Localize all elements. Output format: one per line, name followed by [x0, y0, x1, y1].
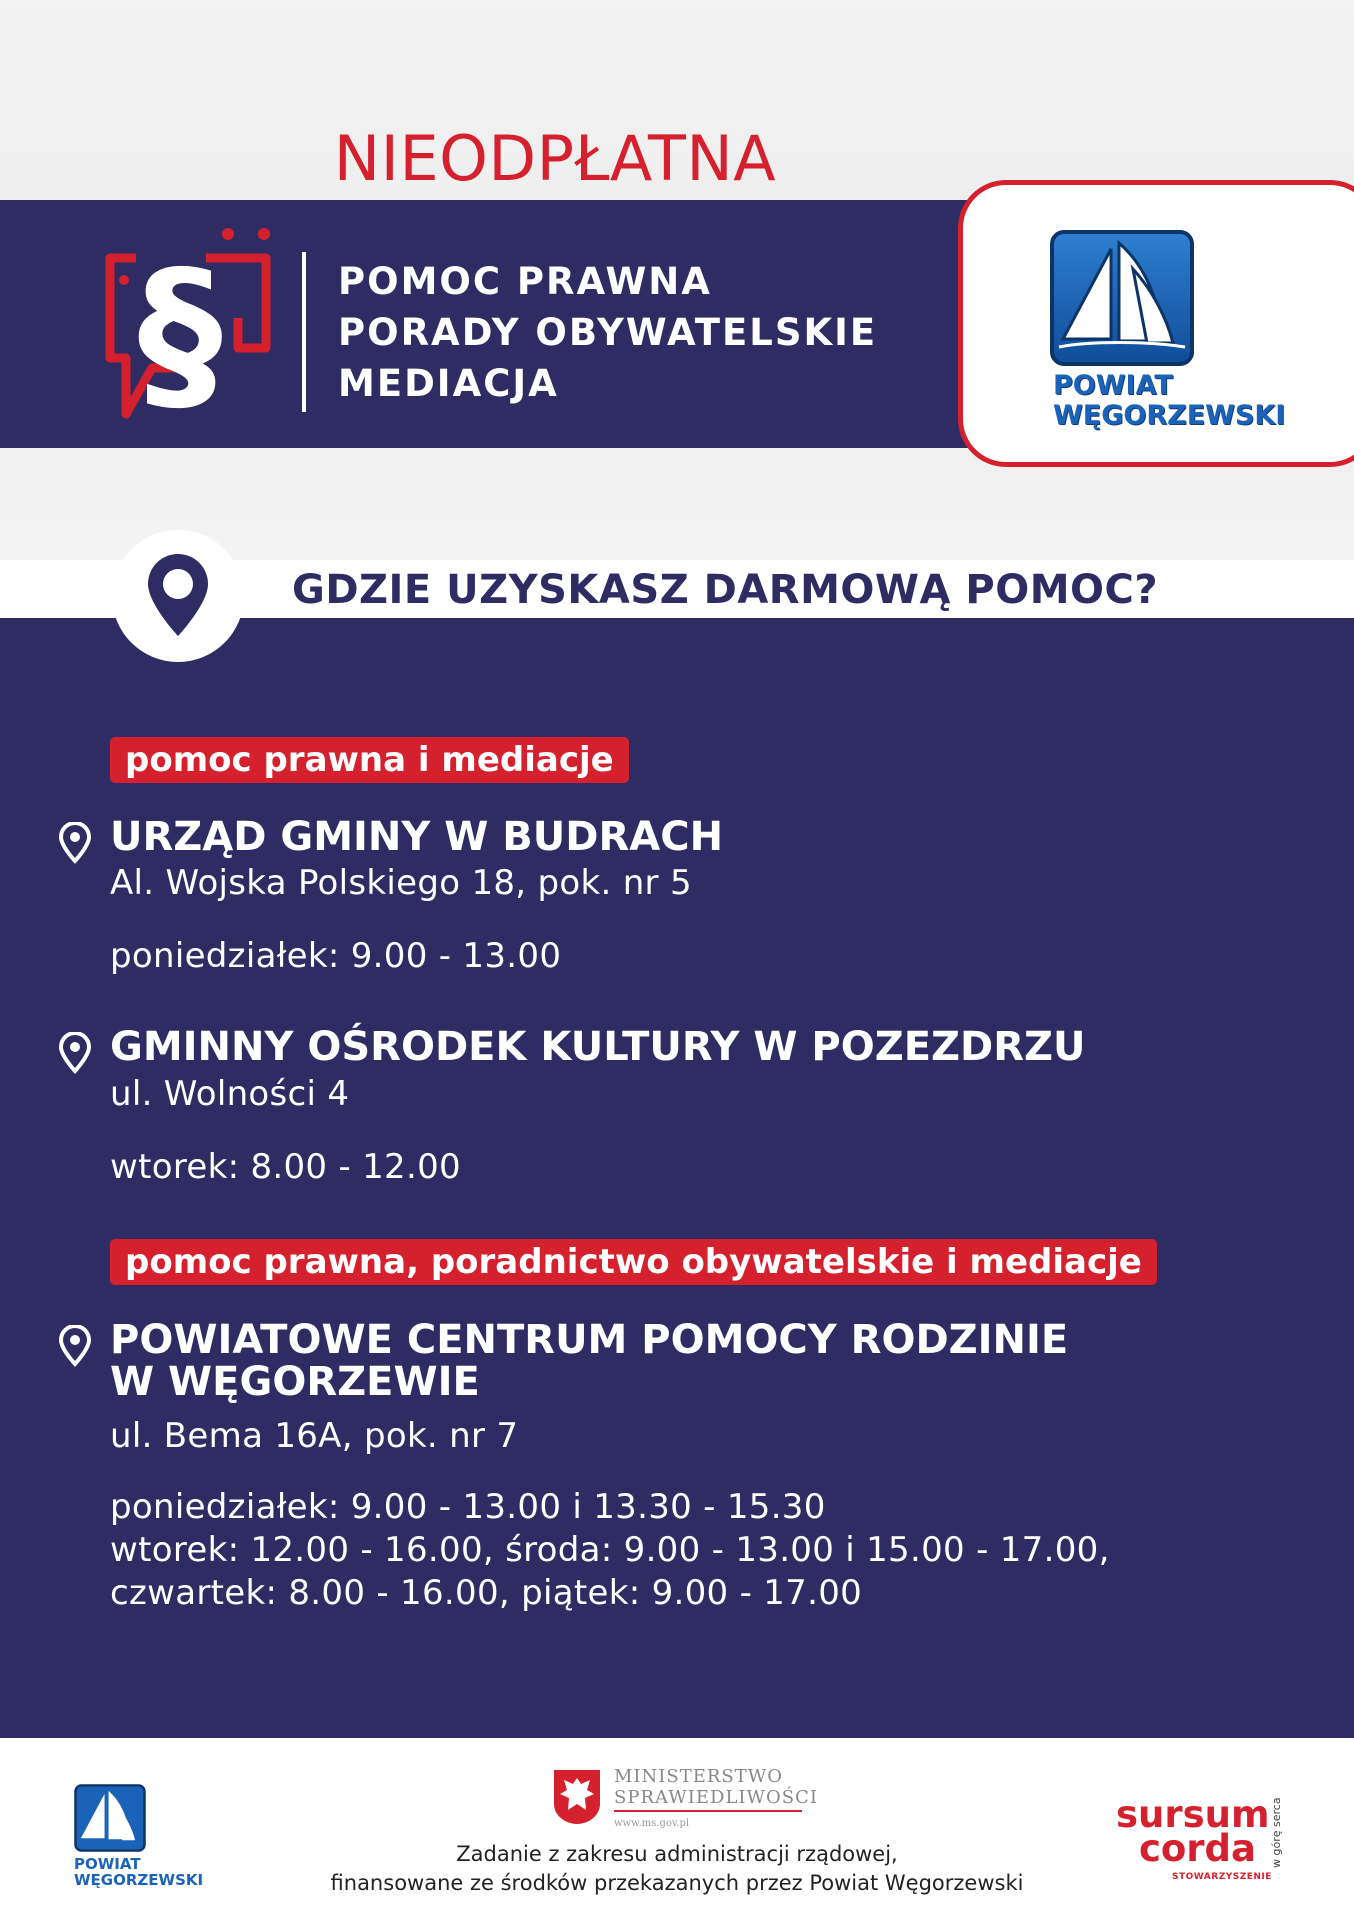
location-hours: poniedziałek: 9.00 - 13.00 i 13.30 - 15.30 [110, 1487, 826, 1527]
location-name: W WĘGORZEWIE [110, 1359, 480, 1405]
partner-logo-sub: STOWARZYSZENIE [1172, 1872, 1272, 1882]
ministry-website: www.ms.gov.pl [614, 1818, 690, 1829]
location-address: ul. Bema 16A, pok. nr 7 [110, 1416, 519, 1456]
location-hours: poniedziałek: 9.00 - 13.00 [110, 936, 562, 976]
county-logo-small [74, 1782, 146, 1854]
headline: NIEODPŁATNA [333, 122, 777, 195]
service-tag: pomoc prawna i mediacje [110, 737, 629, 783]
location-name: URZĄD GMINY W BUDRACH [110, 814, 724, 860]
service-tag: pomoc prawna, poradnictwo obywatelskie i mediacje [110, 1239, 1157, 1285]
partner-logo-line2: corda [1138, 1827, 1256, 1870]
county-logo-small-text [74, 1856, 203, 1888]
partner-logo [1116, 1793, 1270, 1870]
partner-logo-vertical: w górę serca [1270, 1797, 1283, 1868]
location-hours: wtorek: 8.00 - 12.00 [110, 1147, 461, 1187]
ministry-name [614, 1766, 818, 1808]
county-logo-panel [958, 180, 1354, 467]
location-hours: wtorek: 12.00 - 16.00, środa: 9.00 - 13.00 i 15.00 - 17.00, [110, 1530, 1110, 1570]
ministry-underline [614, 1810, 802, 1812]
law-paragraph-icon [80, 222, 280, 422]
pin-outline-icon [58, 1325, 92, 1367]
caption-line: finansowane ze środków przekazanych przez Powiat Węgorzewski [330, 1871, 1024, 1895]
county-logo-line1: POWIAT [1053, 370, 1173, 401]
service-item: POMOC PRAWNA [338, 260, 712, 303]
polish-eagle-emblem-icon [552, 1768, 602, 1826]
service-item: PORADY OBYWATELSKIE [338, 311, 878, 354]
question-heading: GDZIE UZYSKASZ DARMOWĄ POMOC? [292, 567, 1159, 613]
divider [302, 252, 306, 412]
location-address: ul. Wolności 4 [110, 1074, 350, 1114]
funding-caption [260, 1840, 1094, 1898]
location-badge [112, 530, 244, 662]
ministry-line1: MINISTERSTWO [614, 1766, 784, 1787]
county-logo-small-line1: POWIAT [74, 1855, 141, 1873]
county-logo-text [1053, 371, 1285, 431]
partner-logo-line1: sursum [1116, 1793, 1270, 1836]
location-name: POWIATOWE CENTRUM POMOCY RODZINIE [110, 1317, 1069, 1363]
service-item: MEDIACJA [338, 362, 559, 405]
pin-outline-icon [58, 1032, 92, 1074]
ministry-line2: SPRAWIEDLIWOŚCI [614, 1787, 818, 1808]
caption-line: Zadanie z zakresu administracji rządowej, [456, 1842, 898, 1866]
location-hours: czwartek: 8.00 - 16.00, piątek: 9.00 - 17.00 [110, 1573, 863, 1613]
location-address: Al. Wojska Polskiego 18, pok. nr 5 [110, 863, 692, 903]
services-list [338, 256, 877, 409]
svg-text:§: § [137, 235, 223, 422]
map-pin-icon [142, 552, 214, 640]
pin-outline-icon [58, 822, 92, 864]
sailboat-icon [1049, 229, 1195, 367]
location-name: GMINNY OŚRODEK KULTURY W POZEZDRZU [110, 1024, 1086, 1070]
county-logo-small-line2: WĘGORZEWSKI [74, 1871, 204, 1889]
county-logo-line2: WĘGORZEWSKI [1053, 400, 1286, 431]
